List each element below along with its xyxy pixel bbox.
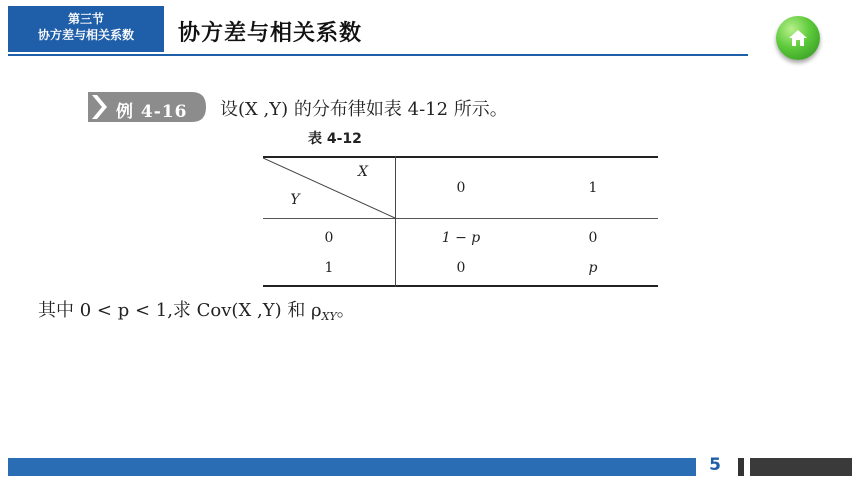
y-value-1: 1: [324, 260, 334, 276]
question-statement: [38, 296, 355, 322]
problem-statement: 设(X ,Y) 的分布律如表 4-12 所示。: [220, 99, 508, 120]
page-title: 协方差与相关系数: [178, 21, 363, 46]
x-value-0: 0: [456, 180, 466, 196]
page-number: 5: [709, 455, 721, 475]
header-x-label: X: [358, 164, 368, 180]
prob-y1-x1: p: [588, 260, 598, 276]
table-bottom-rule: [263, 285, 658, 287]
rho-subscript: XY: [321, 310, 337, 323]
distribution-table: [263, 156, 658, 287]
footer-tick: [738, 458, 744, 476]
footer-bar: [8, 458, 696, 476]
question-end: 。: [336, 300, 355, 321]
home-button[interactable]: [776, 16, 820, 60]
footer-dark-block: [750, 458, 852, 476]
question-text: 其中 0 < p < 1,求 Cov(X ,Y) 和 ρ: [38, 300, 322, 321]
table-caption: 表 4-12: [308, 131, 362, 147]
example-tag: [88, 92, 206, 122]
section-name: 协方差与相关系数: [37, 28, 134, 42]
y-value-0: 0: [324, 230, 334, 246]
prob-y0-x1: 0: [588, 230, 598, 246]
x-value-1: 1: [588, 180, 598, 196]
section-number: 第三节: [67, 12, 104, 26]
section-badge: [8, 6, 164, 52]
header-y-label: Y: [290, 192, 300, 208]
example-label: 例 4-16: [116, 102, 188, 122]
header-divider: [8, 54, 748, 56]
prob-y0-x0: 1 − p: [441, 230, 481, 246]
home-icon: [788, 28, 808, 48]
prob-y1-x0: 0: [456, 260, 466, 276]
